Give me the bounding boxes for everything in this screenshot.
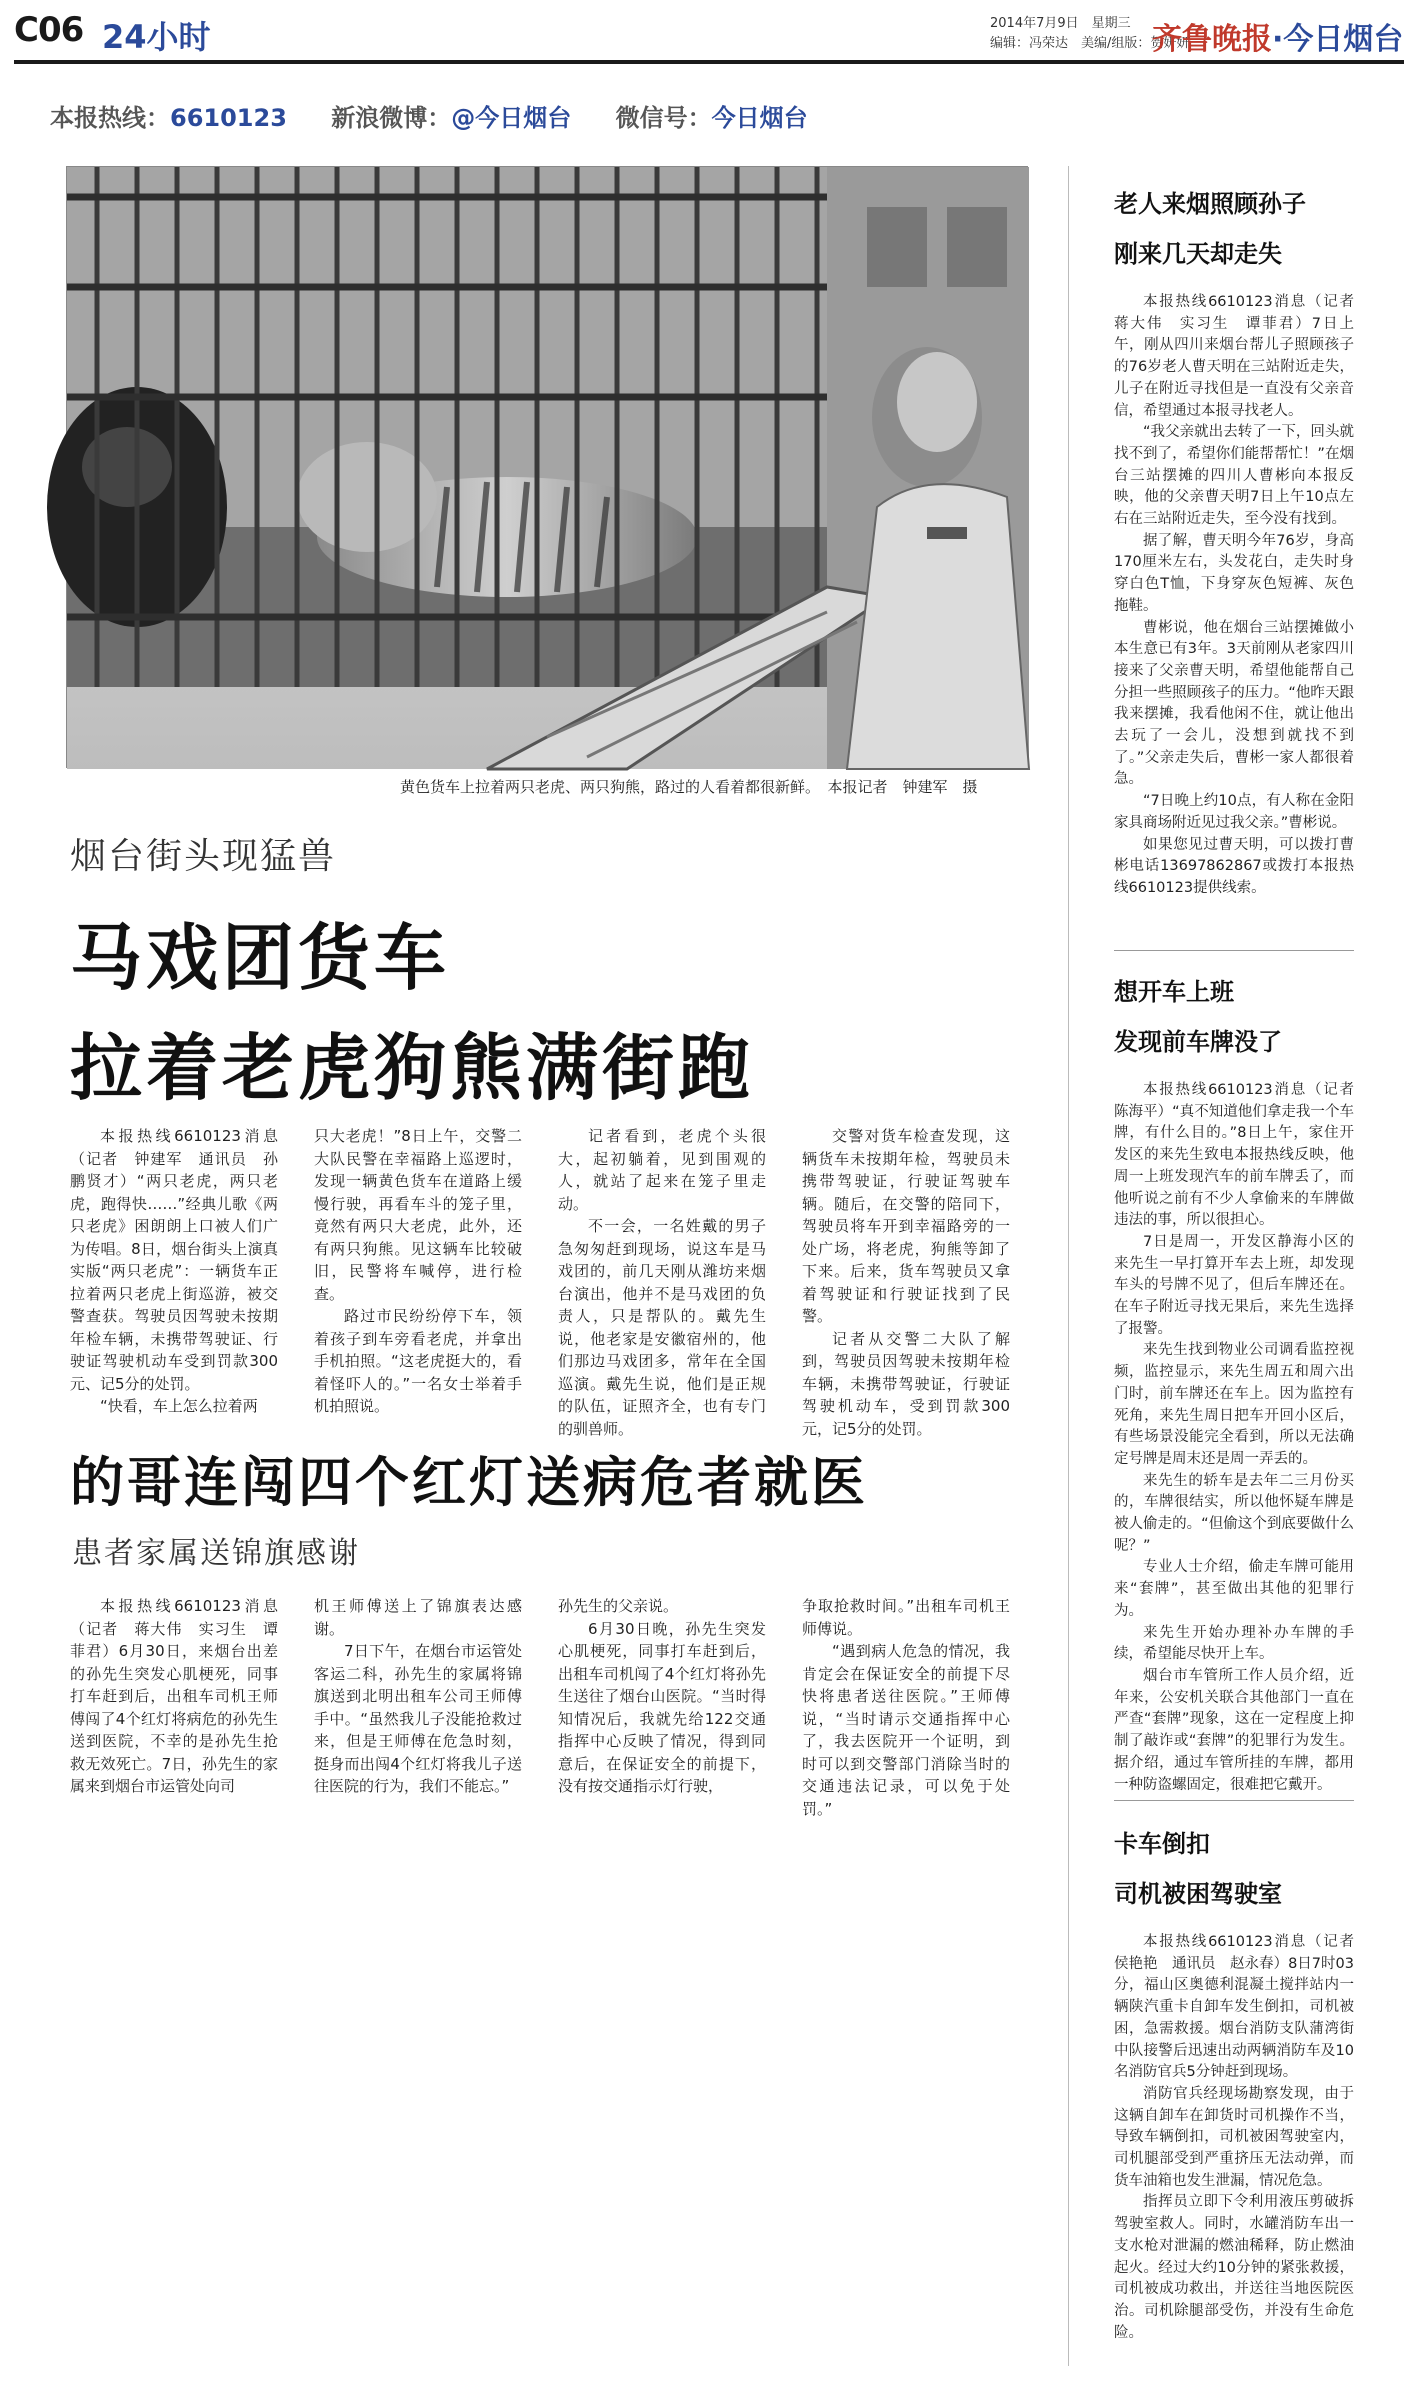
weibo-label: 新浪微博： xyxy=(331,104,452,132)
paragraph: 来先生找到物业公司调看监控视频，监控显示，来先生周五和周六出门时，前车牌还在车上。因为监控有死角，来先生周日把车开回小区后，有些场景没能完全看到，所以无法确定号牌是周末还是周一弄丢的。 xyxy=(1114,1342,1354,1467)
newspaper-brand xyxy=(1152,14,1403,58)
paragraph: 记者看到，老虎个头很大，起初躺着，见到围观的人，就站了起来在笼子里走动。 xyxy=(558,1127,766,1213)
paragraph: 本报热线6610123消息（记者 蒋大伟 实习生 谭菲君）6月30日，来烟台出差的孙先生突发心肌梗死，同事打车赶到后，出租车司机王师傅闯了4个红灯将病危的孙先生送到医院，不幸的是孙先生抢救无效死亡。7日，孙先生的家属来到烟台市运管处向司 xyxy=(70,1597,278,1795)
taxi-story-subhead: 患者家属送锦旗感谢 xyxy=(72,1536,360,1571)
page-code: C06 xyxy=(14,10,84,50)
paragraph: 来先生的轿车是去年二三月份买的，车牌很结实，所以他怀疑车牌是被人偷走的。“但偷这个到底要做什么呢？” xyxy=(1114,1472,1354,1554)
date-line: 2014年7月9日 星期三 xyxy=(990,16,1131,31)
taxi-column-3 xyxy=(558,1595,766,1795)
paragraph: 7日下午，在烟台市运管处客运二科，孙先生的家属将锦旗送到北明出租车公司王师傅手中。“虽然我儿子没能抢救过来，但是王师傅在危急时刻，挺身而出闯4个红灯将我儿子送往医院的行为，我们不能忘。” xyxy=(314,1642,522,1795)
masthead-rule xyxy=(14,60,1404,64)
lead-kicker: 烟台街头现猛兽 xyxy=(70,836,337,877)
sidebar-story-truck-overturn xyxy=(1114,1824,1369,2382)
wechat-id: 今日烟台 xyxy=(711,104,808,132)
brand-sub: ·今日烟台 xyxy=(1272,22,1404,57)
paragraph: 指挥员立即下令利用液压剪破拆驾驶室救人。同时，水罐消防车出一支水枪对泄漏的燃油稀释，防止燃油起火。经过大约10分钟的紧张救援，司机被成功救出，并送往当地医院医治。司机除腿部受伤，并没有生命危险。 xyxy=(1114,2194,1354,2341)
taxi-column-2 xyxy=(314,1595,522,1795)
lead-column-4 xyxy=(802,1125,1010,1438)
hotline-item xyxy=(50,104,287,132)
paragraph: 7日是周一，开发区静海小区的来先生一早打算开车去上班，却发现车头的号牌不见了，但后车牌还在。在车子附近寻找无果后，来先生选择了报警。 xyxy=(1114,1233,1354,1337)
paragraph: 专业人士介绍，偷走车牌可能用来“套牌”，甚至做出其他的犯罪行为。 xyxy=(1114,1559,1354,1619)
weibo-handle: @今日烟台 xyxy=(451,104,572,132)
editor-line: 编辑：冯荣达 美编/组版：贺妍妍 xyxy=(990,36,1190,51)
sidebar-story-missing-elder xyxy=(1114,184,1369,942)
brand-main: 齐鲁晚报 xyxy=(1152,22,1272,57)
wechat-label: 微信号： xyxy=(615,104,712,132)
hotline-label: 本报热线： xyxy=(50,104,170,132)
sidebar-story-body xyxy=(1114,292,1369,942)
photo-caption: 黄色货车上拉着两只老虎、两只狗熊，路过的人看着都很新鲜。 本报记者 钟建军 摄 xyxy=(400,778,978,796)
news-photo xyxy=(66,166,1028,768)
paragraph: 据了解，曹天明今年76岁，身高170厘米左右，头发花白，走失时身穿白色T恤，下身穿灰色短裤、灰色拖鞋。 xyxy=(1114,532,1354,614)
sidebar-story-subtitle: 发现前车牌没了 xyxy=(1114,1028,1282,1056)
paragraph: “快看，车上怎么拉着两 xyxy=(100,1397,258,1415)
paragraph: 消防官兵经现场勘察发现，由于这辆自卸车在卸货时司机操作不当，导致车辆倒扣，司机被困驾驶室内，司机腿部受到严重挤压无法动弹，而货车油箱也发生泄漏，情况危急。 xyxy=(1114,2085,1354,2189)
paragraph: 路过市民纷纷停下车，领着孩子到车旁看老虎，并拿出手机拍照。“这老虎挺大的，看着怪吓人的。”一名女士举着手机拍照说。 xyxy=(314,1307,522,1415)
paragraph: 6月30日晚，孙先生突发心肌梗死，同事打车赶到后，出租车司机闯了4个红灯将孙先生送往了烟台山医院。“当时得知情况后，我就先给122交通指挥中心反映了情况，得到同意后，在保证安全的前提下，没有按交通指示灯行驶， xyxy=(558,1619,766,1795)
paragraph: 来先生开始办理补办车牌的手续，希望能尽快开上车。 xyxy=(1114,1624,1354,1663)
paragraph: 本报热线6610123消息（记者 钟建军 通讯员 孙鹏贤才）“两只老虎，两只老虎，跑得快……”经典儿歌《两只老虎》困朗朗上口被人们广为传唱。8日，烟台街头上演真实版“两只老虎”：一辆货车正拉着两只老虎上街巡游，被交警查获。驾驶员因驾驶未按期年检车辆，未携带驾驶证、行驶证驾驶机动车受到罚款300元、记5分的处罚。 xyxy=(70,1127,278,1393)
sidebar-separator xyxy=(1114,1800,1354,1801)
sidebar-story-license-plate xyxy=(1114,972,1369,1793)
wechat-item xyxy=(616,104,808,132)
paragraph: 如果您见过曹天明，可以拨打曹彬电话13697862867或拨打本报热线6610123提供线索。 xyxy=(1114,836,1354,896)
page-section: 24小时 xyxy=(102,18,211,56)
sidebar-separator xyxy=(1114,950,1354,951)
lead-column-1 xyxy=(70,1125,278,1415)
hotline-number: 6610123 xyxy=(170,104,287,132)
paragraph: 交警对货车检查发现，这辆货车未按期年检，驾驶员未携带驾驶证，行驶证驾驶车辆。随后，在交警的陪同下，驾驶员将车开到幸福路旁的一处广场，将老虎，狗熊等卸了下来。后来，货车驾驶员又拿着驾驶证和行驶证找到了民警。 xyxy=(802,1127,1010,1325)
taxi-column-1 xyxy=(70,1595,278,1795)
photo-illustration xyxy=(67,167,1029,769)
paragraph: “我父亲就出去转了一下，回头就找不到了，希望你们能帮帮忙！”在烟台三站摆摊的四川人曹彬向本报反映，他的父亲曹天明7日上午10点左右在三站附近走失，至今没有找到。 xyxy=(1114,424,1354,528)
paragraph: 孙先生的父亲说。 xyxy=(558,1597,679,1615)
paragraph: 不一会，一名姓戴的男子急匆匆赶到现场，说这车是马戏团的，前几天刚从潍坊来烟台演出，他并不是马戏团的负责人，只是帮队的。戴先生说，他老家是安徽宿州的，他们那边马戏团多，常年在全国巡演。戴先生说，他们是正规的队伍，证照齐全，也有专门的驯兽师。 xyxy=(558,1217,766,1438)
paragraph: 只大老虎！”8日上午，交警二大队民警在幸福路上巡逻时，发现一辆黄色货车在道路上缓慢行驶，再看车斗的笼子里，竟然有两只大老虎，此外，还有两只狗熊。见这辆车比较破旧，民警将车喊停，进行检查。 xyxy=(314,1127,522,1303)
paragraph: “7日晚上约10点，有人称在金阳家具商场附近见过我父亲。”曹彬说。 xyxy=(1114,793,1354,831)
paragraph: 本报热线6610123消息（记者 侯艳艳 通讯员 赵永春）8日7时03分，福山区奥德利混凝土搅拌站内一辆陕汽重卡自卸车发生倒扣，司机被困，急需救援。烟台消防支队蒲湾街中队接警后迅速出动两辆消防车及10名消防官兵5分钟赶到现场。 xyxy=(1114,1934,1369,2081)
lead-headline-line1: 马戏团货车 xyxy=(70,915,451,1000)
lead-column-2 xyxy=(314,1125,522,1415)
sidebar-story-subtitle: 刚来几天却走失 xyxy=(1114,240,1282,268)
weibo-item xyxy=(331,104,571,132)
lead-column-3 xyxy=(558,1125,766,1438)
paragraph: 争取抢救时间。”出租车司机王师傅说。 xyxy=(802,1597,1010,1638)
sidebar-story-body xyxy=(1114,1080,1369,1793)
taxi-story-headline: 的哥连闯四个红灯送病危者就医 xyxy=(70,1451,868,1514)
column-divider xyxy=(1068,166,1069,2366)
sidebar-story-title: 卡车倒扣 xyxy=(1114,1830,1210,1858)
taxi-column-4 xyxy=(802,1595,1010,1818)
sidebar-story-subtitle: 司机被困驾驶室 xyxy=(1114,1880,1282,1908)
masthead xyxy=(0,0,1417,62)
sidebar-story-title: 想开车上班 xyxy=(1114,978,1234,1006)
sidebar-story-body xyxy=(1114,1932,1369,2382)
lead-headline-line2: 拉着老虎狗熊满街跑 xyxy=(70,1025,755,1110)
sidebar-story-title: 老人来烟照顾孙子 xyxy=(1114,190,1306,218)
paragraph: “遇到病人危急的情况，我肯定会在保证安全的前提下尽快将患者送往医院。”王师傅说，“当时请示交通指挥中心了，我去医院开一个证明，到时可以到交警部门消除当时的交通违法记录，可以免于处罚。” xyxy=(802,1642,1010,1818)
paragraph: 记者从交警二大队了解到，驾驶员因驾驶未按期年检车辆，未携带驾驶证，行驶证驾驶机动车，受到罚款300元，记5分的处罚。 xyxy=(802,1329,1010,1438)
paragraph: 本报热线6610123消息（记者 蒋大伟 实习生 谭菲君）7日上午，刚从四川来烟台帮儿子照顾孩子的76岁老人曹天明在三站附近走失，儿子在附近寻找但是一直没有父亲音信，希望通过本报寻找老人。 xyxy=(1114,294,1369,419)
hotline-bar xyxy=(50,98,844,133)
paragraph: 机王师傅送上了锦旗表达感谢。 xyxy=(314,1597,522,1638)
paragraph: 本报热线6610123消息（记者 陈海平）“真不知道他们拿走我一个车牌，有什么目的。”8日上午，家住开发区的来先生致电本报热线反映，他周一上班发现汽车的前车牌丢了，而他听说之前有不少人拿偷来的车牌做违法的事，所以很担心。 xyxy=(1114,1082,1369,1229)
paragraph: 烟台市车管所工作人员介绍，近年来，公安机关联合其他部门一直在严查“套牌”现象，这在一定程度上抑制了敲诈或“套牌”的犯罪行为发生。据介绍，通过车管所挂的车牌，都用一种防盗螺固定，很难把它戴开。 xyxy=(1114,1667,1354,1793)
paragraph: 曹彬说，他在烟台三站摆摊做小本生意已有3年。3天前刚从老家四川接来了父亲曹天明，希望他能帮自己分担一些照顾孩子的压力。“他昨天跟我来摆摊，我看他闲不住，就让他出去玩了一会儿，没想到就找不到了。”父亲走失后，曹彬一家人都很着急。 xyxy=(1114,619,1354,788)
